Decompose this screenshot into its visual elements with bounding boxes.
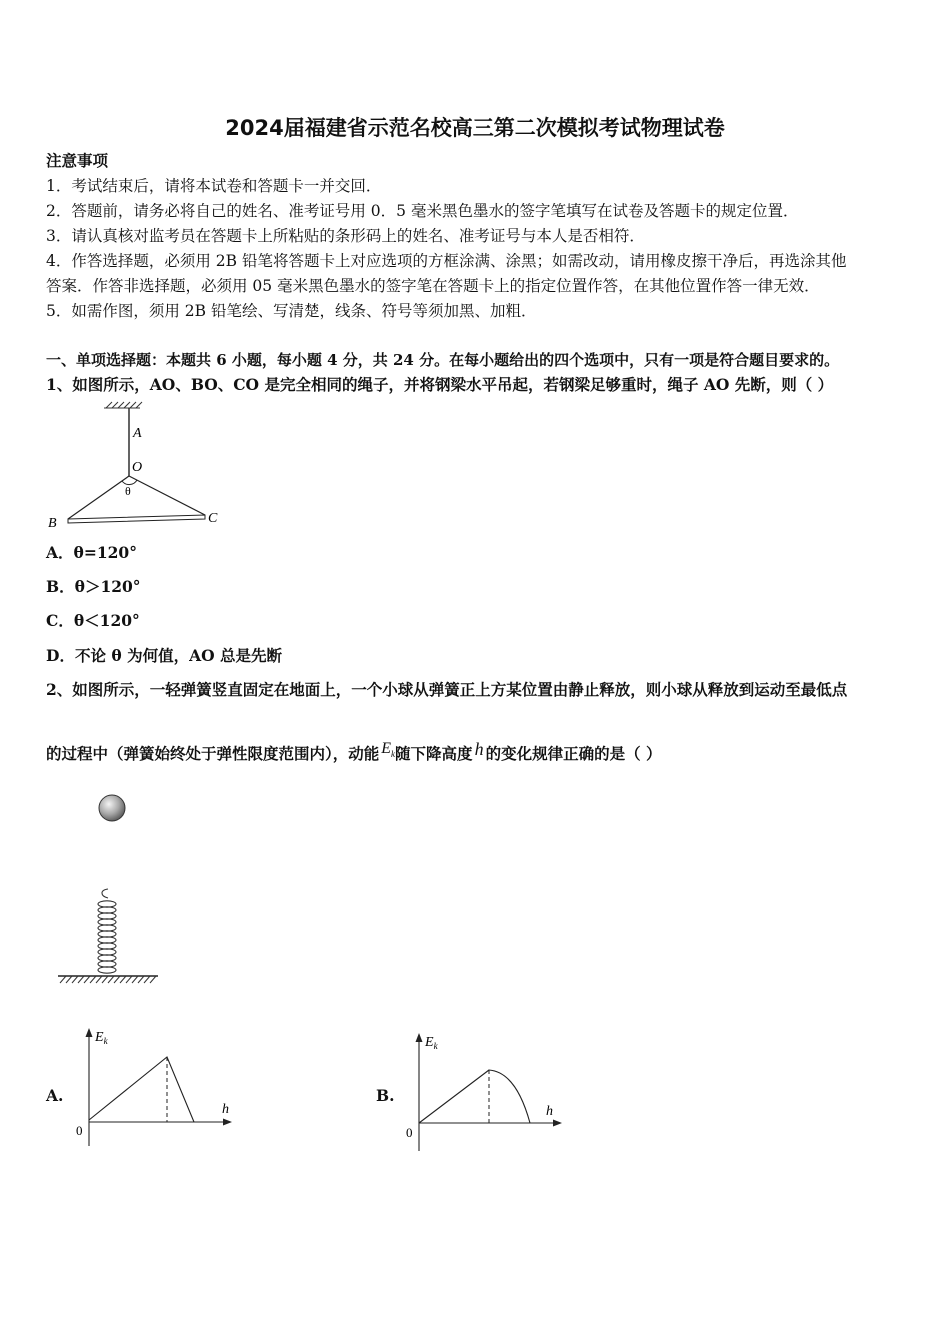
y-axis-label: $E_k$ (95, 1030, 108, 1046)
y-axis-label: $E_k$ (425, 1035, 438, 1051)
spring (98, 889, 116, 973)
origin-label: 0 (406, 1125, 413, 1140)
notice-heading: 注意事项 (46, 151, 109, 170)
ek-curve (419, 1070, 530, 1123)
q1-rope-figure (40, 400, 240, 535)
origin-label: 0 (76, 1123, 83, 1138)
notice-item-4-cont: 答案．作答非选择题，必须用 05 毫米黑色墨水的签字笔在答题卡上的指定位置作答，在其他位置作答一律无效． (46, 277, 820, 295)
page-title: 2024届福建省示范名校高三第二次模拟考试物理试卷 (225, 116, 725, 140)
q1-option-a: A．θ=120° (46, 543, 137, 562)
q1-option-d: D．不论 θ 为何值，AO 总是先断 (46, 646, 282, 665)
rope-bo (68, 476, 129, 519)
ground-hatch (60, 976, 156, 983)
y-axis-arrow (86, 1028, 93, 1037)
section-heading: 一、单项选择题：本题共 6 小题，每小题 4 分，共 24 分。在每小题给出的四个选项中，只有一项是符合题目要求的。 (46, 351, 840, 369)
notice-item-2: 2．答题前，请务必将自己的姓名、准考证号用 0．5 毫米黑色墨水的签字笔填写在试卷及答题卡的规定位置． (46, 202, 799, 220)
q1-option-c: C．θ＜120° (46, 611, 140, 630)
label-theta: θ (125, 484, 131, 498)
q2-stem-line2: 的过程中（弹簧始终处于弹性限度范围内），动能 $E_k$随下降高度 h 的变化规律正确的是（ ） (46, 739, 662, 763)
y-axis-arrow (416, 1033, 423, 1042)
q2-graph-b (400, 1030, 580, 1160)
x-axis-arrow (223, 1119, 232, 1126)
q2-stem-line1: 2、如图所示，一轻弹簧竖直固定在地面上，一个小球从弹簧正上方某位置由静止释放，则小球从释放到运动至最低点 (46, 680, 848, 699)
h-symbol: h (474, 739, 484, 759)
q1-stem: 1、如图所示，AO、BO、CO 是完全相同的绳子，并将钢梁水平吊起，若钢梁足够重时，绳子 AO 先断，则（ ） (46, 375, 834, 394)
label-b: B (48, 516, 57, 531)
label-a: A (133, 426, 142, 441)
q2-option-b-label: B. (376, 1086, 395, 1105)
x-axis-label: h (222, 1102, 229, 1117)
q2-option-a-label: A. (46, 1086, 64, 1105)
label-c: C (208, 511, 218, 526)
q2-spring-figure (50, 790, 170, 1000)
ek-symbol: $E_k$ (381, 740, 396, 760)
ceiling-hatch (104, 402, 142, 408)
notice-item-4: 4．作答选择题，必须用 2B 铅笔将答题卡上对应选项的方框涂满、涂黑；如需改动，请用橡皮擦干净后，再选涂其他 (46, 252, 847, 270)
q2-graph-a (70, 1025, 250, 1155)
x-axis-label: h (546, 1104, 553, 1119)
ek-curve (89, 1057, 194, 1122)
x-axis-arrow (553, 1120, 562, 1127)
label-o: O (132, 460, 143, 475)
steel-beam (68, 515, 205, 523)
notice-item-1: 1．考试结束后，请将本试卷和答题卡一并交回． (46, 177, 382, 195)
q1-option-b: B．θ＞120° (46, 577, 141, 596)
notice-item-3: 3．请认真核对监考员在答题卡上所粘贴的条形码上的姓名、准考证号与本人是否相符． (46, 227, 645, 245)
notice-item-5: 5．如需作图，须用 2B 铅笔绘、写清楚，线条、符号等须加黑、加粗． (46, 302, 537, 320)
rope-co (129, 476, 205, 515)
ball (99, 795, 125, 821)
